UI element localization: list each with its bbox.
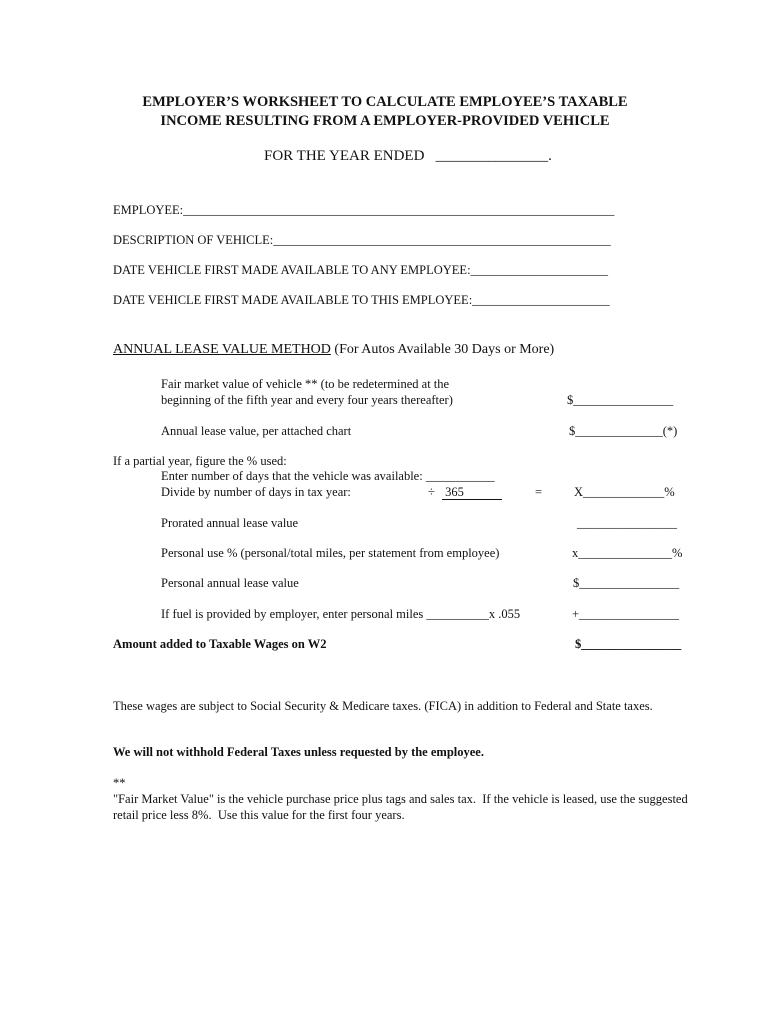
divide-days-label: Divide by number of days in tax year: [161,485,351,499]
personal-lease-value-label: Personal annual lease value [161,576,299,590]
fmv-label-line-2: beginning of the fifth year and every four years thereafter) [161,393,453,407]
fmv-label-line-1: Fair market value of vehicle ** (to be redetermined at the [161,377,450,391]
personal-use-percent: x_______________% [572,546,683,560]
method-heading-title: ANNUAL LEASE VALUE METHOD [113,342,331,357]
fuel-miles-label: If fuel is provided by employer, enter personal miles __________x .055 [161,607,521,621]
divide-equals: = [535,485,543,499]
title-line-2: INCOME RESULTING FROM A EMPLOYER-PROVIDED VEHICLE [160,113,610,129]
taxable-wages-label: Amount added to Taxable Wages on W2 [113,637,327,651]
fmv-definition-line-2: retail price less 8%. Use this value for the first four years. [113,808,405,822]
year-ended-line: FOR THE YEAR ENDED _______________. [264,148,552,164]
partial-year-percent: X_____________% [574,485,675,499]
withholding-note: We will not withhold Federal Taxes unless requested by the employee. [113,745,484,759]
annual-lease-value-amount: $______________(*) [569,424,678,438]
partial-year-label: If a partial year, figure the % used: [113,454,287,468]
taxable-wages-amount: $________________ [575,637,682,651]
prorated-lease-value-label: Prorated annual lease value [161,516,299,530]
prorated-lease-value-amount: ________________ [577,516,677,530]
footnote-marker: ** [113,776,126,790]
personal-use-label: Personal use % (personal/total miles, per statement from employee) [161,546,500,560]
method-heading-subtitle: (For Autos Available 30 Days or More) [330,342,555,357]
fuel-amount: +________________ [572,607,680,621]
employee-field: EMPLOYEE:_____________________________________________________________________ [113,203,615,217]
divide-value: 365 [442,485,502,500]
annual-lease-value-label: Annual lease value, per attached chart [161,424,352,438]
personal-lease-value-amount: $________________ [573,576,680,590]
fmv-amount: $________________ [567,393,674,407]
vehicle-description-field: DESCRIPTION OF VEHICLE:______________________________________________________ [113,233,611,247]
fica-note: These wages are subject to Social Security & Medicare taxes. (FICA) in addition to Federal and State taxes. [113,699,653,713]
method-heading [113,342,554,358]
date-this-employee-field: DATE VEHICLE FIRST MADE AVAILABLE TO THIS EMPLOYEE:______________________ [113,293,610,307]
days-available-label: Enter number of days that the vehicle was available: ___________ [161,469,495,483]
title-line-1: EMPLOYER’S WORKSHEET TO CALCULATE EMPLOYEE’S TAXABLE [142,94,628,110]
fmv-definition-line-1: "Fair Market Value" is the vehicle purchase price plus tags and sales tax. If the vehicle is leased, use the suggested [113,792,688,806]
date-any-employee-field: DATE VEHICLE FIRST MADE AVAILABLE TO ANY EMPLOYEE:______________________ [113,263,609,277]
divide-symbol: ÷ [428,485,435,499]
